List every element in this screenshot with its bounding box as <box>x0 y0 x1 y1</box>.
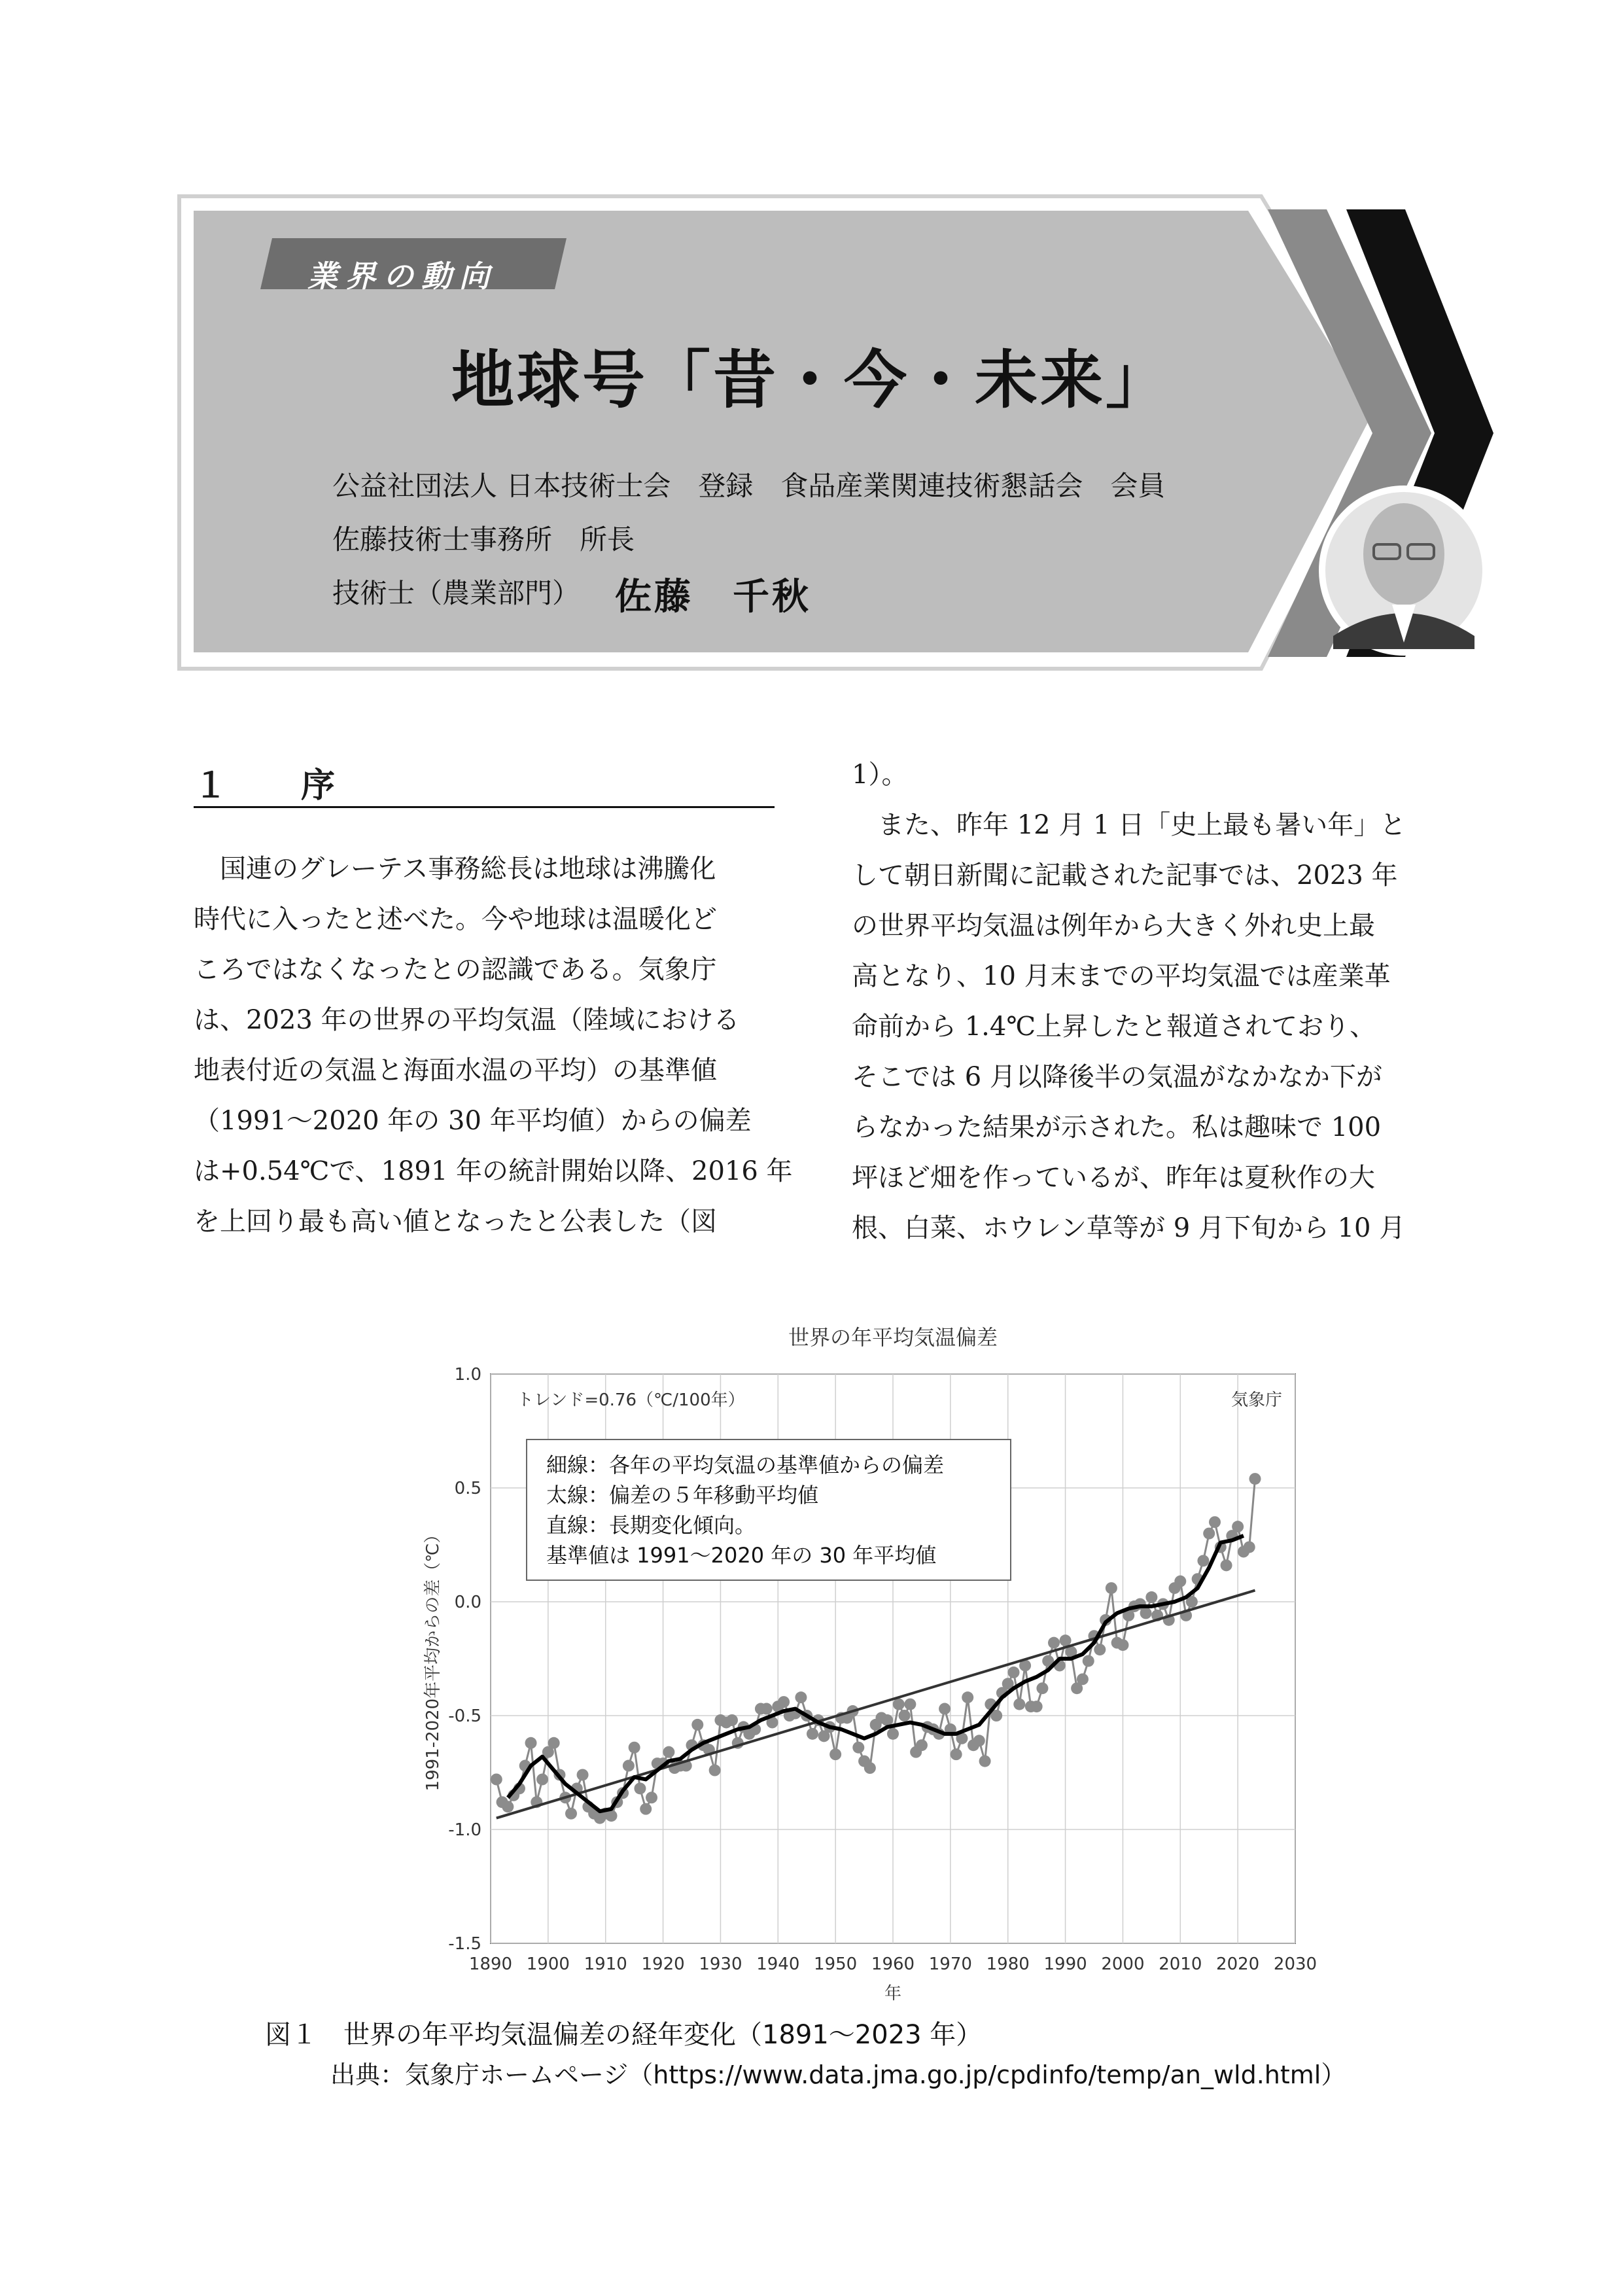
annual-anomaly-point <box>565 1808 577 1820</box>
author-name: 佐藤 千秋 <box>615 576 811 618</box>
x-tick-label: 2010 <box>1159 1954 1202 1974</box>
body-text-line: 国連のグレーテス事務総長は地球は沸騰化 <box>194 854 716 884</box>
body-text-line: 命前から 1.4℃上昇したと報道されており、 <box>852 1012 1376 1042</box>
body-column-right <box>852 750 1434 1254</box>
annual-anomaly-point <box>795 1691 807 1703</box>
annual-anomaly-point <box>1048 1637 1060 1649</box>
annual-anomaly-point <box>852 1742 864 1754</box>
body-column-left <box>194 844 793 1247</box>
annual-anomaly-point <box>726 1714 738 1726</box>
chart-title: 世界の年平均気温偏差 <box>788 1325 998 1350</box>
body-text-line: 高となり、10 月末までの平均気温では産業革 <box>852 961 1391 991</box>
annual-anomaly-point <box>663 1746 674 1758</box>
source-label: 気象庁 <box>1230 1390 1282 1410</box>
x-tick-label: 1960 <box>871 1954 915 1974</box>
x-axis-label: 年 <box>884 1984 902 2002</box>
x-tick-label: 1890 <box>468 1954 513 1974</box>
annual-anomaly-point <box>577 1769 589 1780</box>
x-tick-label: 1920 <box>641 1954 685 1974</box>
legend-entry: 太線：偏差の５年移動平均値 <box>546 1483 819 1508</box>
annual-anomaly-point <box>1077 1673 1089 1685</box>
body-text-line: は+0.54℃で、1891 年の統計開始以降、2016 年 <box>194 1156 793 1186</box>
legend-entry: 細線：各年の平均気温の基準値からの偏差 <box>546 1453 945 1477</box>
annual-anomaly-point <box>646 1792 657 1803</box>
annual-anomaly-point <box>623 1760 635 1772</box>
x-tick-label: 1900 <box>526 1954 570 1974</box>
body-text-line: の世界平均気温は例年から大きく外れ史上最 <box>852 911 1375 941</box>
y-tick-label: 0.0 <box>454 1593 481 1612</box>
x-tick-label: 1980 <box>986 1954 1030 1974</box>
body-text-line: は、2023 年の世界の平均気温（陸域における <box>194 1005 740 1035</box>
annual-anomaly-point <box>691 1719 703 1731</box>
body-text-line: また、昨年 12 月 1 日「史上最も暑い年」と <box>852 810 1406 840</box>
annual-anomaly-point <box>829 1748 841 1760</box>
annual-anomaly-point <box>1145 1591 1157 1603</box>
annual-anomaly-point <box>904 1699 916 1710</box>
annual-anomaly-point <box>634 1782 646 1794</box>
annual-anomaly-point <box>536 1773 548 1785</box>
x-tick-label: 1990 <box>1043 1954 1087 1974</box>
annual-anomaly-point <box>1221 1559 1232 1571</box>
annual-anomaly-point <box>864 1762 876 1774</box>
y-tick-label: -1.0 <box>448 1820 481 1840</box>
body-text-line: ころではなくなったとの認識である。気象庁 <box>194 955 717 985</box>
x-tick-label: 1970 <box>928 1954 972 1974</box>
annual-anomaly-point <box>709 1765 721 1776</box>
x-tick-label: 2000 <box>1101 1954 1145 1974</box>
y-axis-label: 1991-2020年平均からの差（℃） <box>423 1526 443 1792</box>
annual-anomaly-point <box>1203 1528 1215 1540</box>
x-tick-label: 1950 <box>814 1954 858 1974</box>
annual-anomaly-point <box>899 1710 911 1722</box>
annual-anomaly-point <box>807 1728 818 1740</box>
article-title: 地球号「昔・今・未来」 <box>451 344 1171 417</box>
annual-anomaly-point <box>979 1756 991 1767</box>
annual-anomaly-point <box>951 1748 962 1760</box>
y-tick-label: -1.5 <box>448 1934 481 1954</box>
body-text-line: して朝日新聞に記載された記事では、2023 年 <box>852 860 1398 891</box>
annual-anomaly-point <box>1013 1699 1025 1710</box>
author-affiliation-2: 佐藤技術士事務所 所長 <box>332 523 635 556</box>
annual-anomaly-point <box>916 1739 928 1751</box>
annual-anomaly-point <box>939 1703 951 1715</box>
annual-anomaly-point <box>1117 1639 1128 1651</box>
body-text-line: （1991～2020 年の 30 年平均値）からの偏差 <box>194 1106 752 1136</box>
section-heading <box>194 758 775 808</box>
y-tick-label: 1.0 <box>454 1365 481 1385</box>
annual-anomaly-point <box>502 1801 514 1812</box>
annual-anomaly-point <box>548 1737 560 1749</box>
body-text-line: らなかった結果が示された。私は趣味で 100 <box>852 1112 1382 1142</box>
body-text-line: 時代に入ったと述べた。今や地球は温暖化ど <box>194 904 717 934</box>
legend-entry: 基準値は 1991～2020 年の 30 年平均値 <box>546 1543 937 1568</box>
section-tag: 業界の動向 <box>307 258 497 294</box>
annual-anomaly-point <box>1008 1667 1020 1678</box>
body-text-line: そこでは 6 月以降後半の気温がなかなか下が <box>852 1062 1382 1092</box>
annual-anomaly-point <box>629 1742 640 1754</box>
x-tick-label: 1910 <box>584 1954 627 1974</box>
body-text-line: 1）。 <box>852 760 908 790</box>
annual-anomaly-point <box>761 1703 773 1715</box>
y-tick-label: 0.5 <box>454 1479 481 1498</box>
y-tick-label: -0.5 <box>448 1706 481 1726</box>
author-affiliation-3: 技術士（農業部門） <box>332 577 580 609</box>
annual-anomaly-point <box>1174 1576 1186 1587</box>
annual-anomaly-point <box>1036 1682 1048 1694</box>
legend-entry: 直線：長期変化傾向。 <box>546 1513 756 1538</box>
trend-label: トレンド=0.76（℃/100年） <box>517 1390 745 1410</box>
annual-anomaly-point <box>1197 1555 1209 1566</box>
annual-anomaly-point <box>1060 1634 1072 1646</box>
body-text-line: 坪ほど畑を作っているが、昨年は夏秋作の大 <box>852 1163 1375 1193</box>
annual-anomaly-point <box>1244 1541 1255 1553</box>
body-text-line: 根、白菜、ホウレン草等が 9 月下旬から 10 月 <box>852 1213 1406 1243</box>
figure-source: 出典：気象庁ホームページ（https://www.data.jma.go.jp/cpdinfo/temp/an_wld.html） <box>330 2060 1346 2089</box>
body-text-line: を上回り最も高い値となったと公表した（図 <box>194 1207 717 1237</box>
annual-anomaly-point <box>1083 1655 1094 1667</box>
section-heading-text: １ 序 <box>194 766 355 805</box>
annual-anomaly-point <box>1094 1644 1106 1655</box>
annual-anomaly-point <box>1209 1516 1221 1528</box>
annual-anomaly-point <box>893 1699 905 1710</box>
figure-caption: 図１ 世界の年平均気温偏差の経年変化（1891～2023 年） <box>265 2020 983 2050</box>
annual-anomaly-point <box>1031 1701 1043 1712</box>
annual-anomaly-point <box>1232 1521 1244 1532</box>
annual-anomaly-point <box>525 1737 537 1749</box>
x-tick-label: 1940 <box>756 1954 800 1974</box>
x-tick-label: 2020 <box>1216 1954 1260 1974</box>
annual-anomaly-point <box>491 1773 502 1785</box>
annual-anomaly-point <box>973 1735 985 1746</box>
annual-anomaly-point <box>887 1728 899 1740</box>
body-text-line: 地表付近の気温と海面水温の平均）の基準値 <box>194 1055 717 1086</box>
figure-chart <box>419 1315 1321 2002</box>
annual-anomaly-point <box>1106 1582 1117 1594</box>
annual-anomaly-point <box>1249 1473 1261 1485</box>
x-tick-label: 2030 <box>1273 1954 1318 1974</box>
author-affiliation-1: 公益社団法人 日本技術士会 登録 食品産業関連技術懇話会 会員 <box>332 470 1166 502</box>
annual-anomaly-point <box>1140 1607 1152 1619</box>
annual-anomaly-point <box>640 1803 652 1815</box>
x-tick-label: 1930 <box>699 1954 742 1974</box>
temperature-anomaly-chart <box>419 1315 1321 2002</box>
annual-anomaly-point <box>778 1696 790 1708</box>
annual-anomaly-point <box>962 1691 973 1703</box>
